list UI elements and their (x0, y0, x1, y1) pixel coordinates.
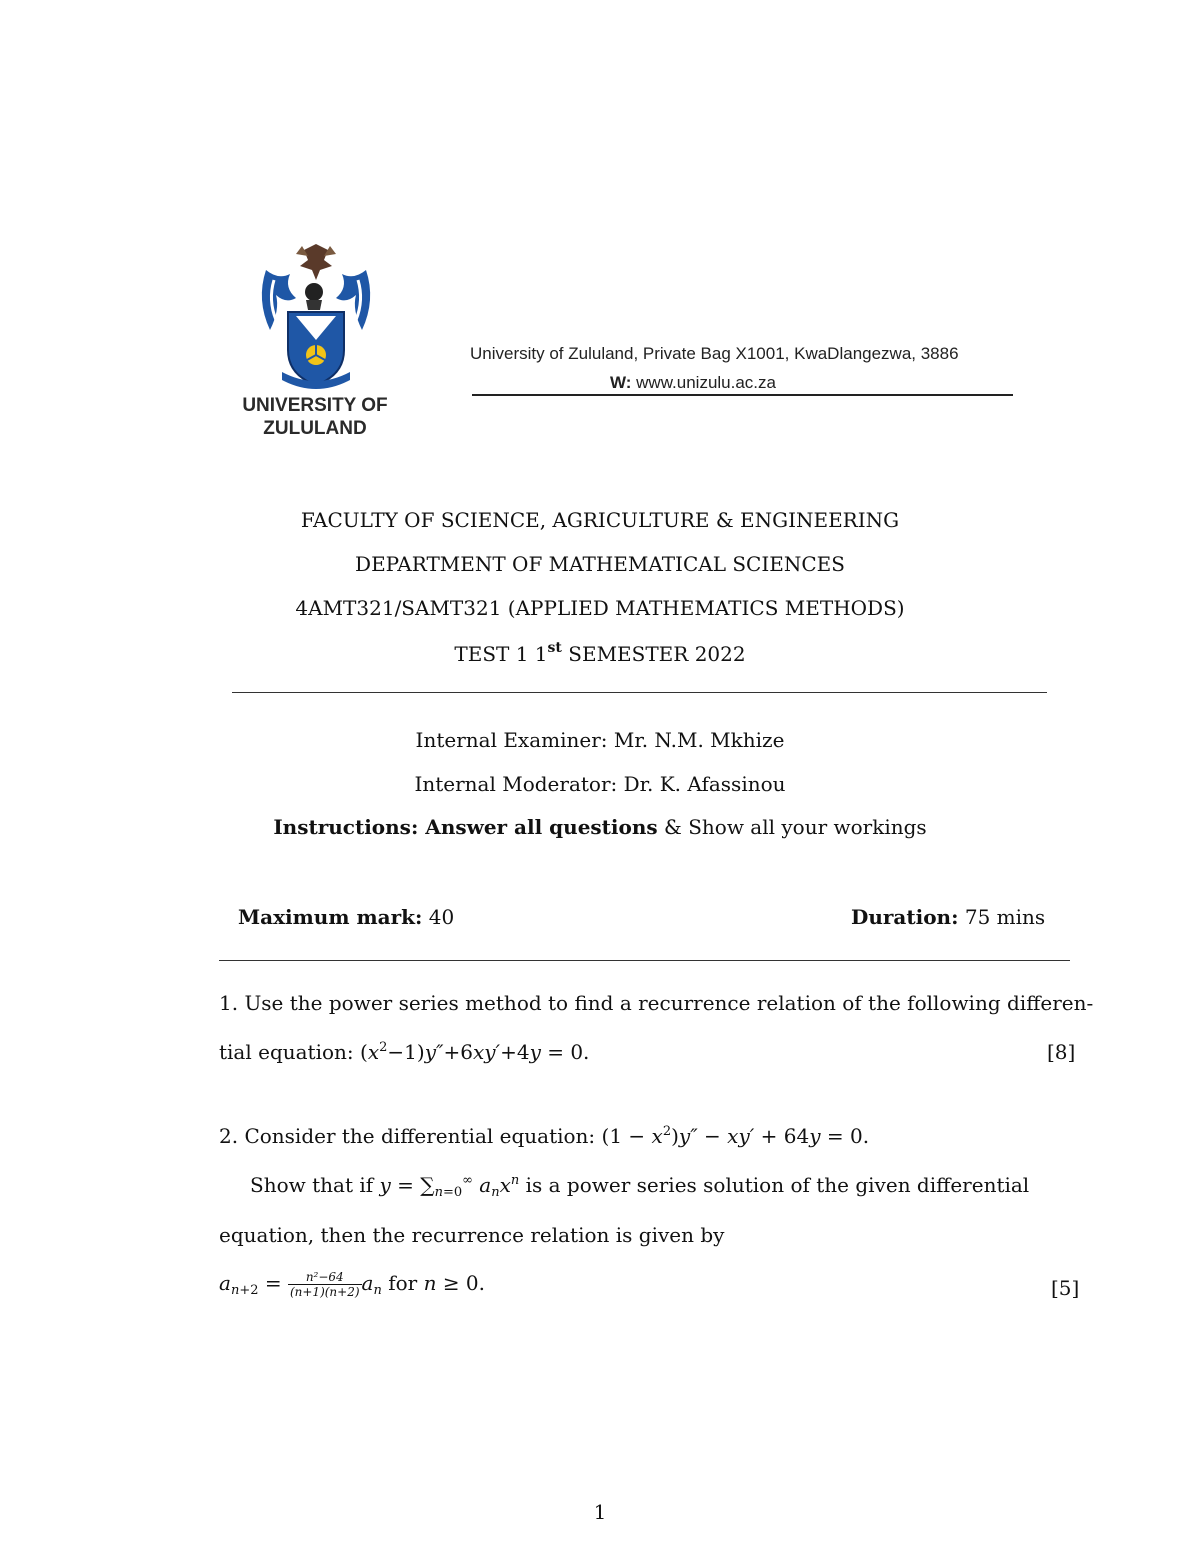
instructions (0, 815, 1200, 839)
duration-label: Duration: (851, 905, 959, 929)
marks-divider (219, 960, 1070, 961)
question-2-line1 (219, 1124, 869, 1148)
question-1-intro: tial equation: (219, 1040, 361, 1064)
fraction-denominator: (n+1)(n+2) (289, 1285, 360, 1299)
question-2-equation: $(1 - x^2)y'' - xy' + 64y = 0$. (601, 1124, 870, 1148)
maximum-mark (238, 905, 454, 929)
web-label: W: (610, 373, 632, 392)
page-number: 1 (593, 1500, 607, 1524)
course-title: 4AMT321/SAMT321 (APPLIED MATHEMATICS METHODS) (295, 596, 905, 620)
university-web (610, 373, 776, 393)
question-2-line2 (250, 1173, 1029, 1200)
question-1-line2 (219, 1040, 589, 1064)
power-series-expression: $y = \sum_{n=0}^\infty$ $a_nx^n$ (379, 1173, 520, 1200)
test-title (0, 640, 1200, 666)
max-mark-label: Maximum mark: (238, 905, 423, 929)
recurrence-for: for (381, 1271, 424, 1295)
university-name-line2: ZULULAND (263, 418, 367, 439)
instructions-bold: Answer all questions (425, 815, 658, 839)
test-title-prefix: TEST 1 1 (454, 642, 548, 666)
question-2-show-that: Show that if (250, 1173, 380, 1197)
max-mark-value: 40 (422, 905, 455, 929)
recurrence-relation: $a_{n+2}$ = $\frac{\text{n²−64}}{(n+1)(n+2)}$ $a_n$ for n ≥ 0. (219, 1270, 486, 1299)
internal-moderator: Internal Moderator: Dr. K. Afassinou (414, 772, 786, 796)
title-divider (232, 692, 1047, 693)
question-1-equation: $(x^2-1)y''+6xy'+4y = 0$. (360, 1040, 590, 1064)
address-underline (472, 394, 1013, 396)
question-2-line3: equation, then the recurrence relation is given by (219, 1223, 725, 1247)
question-2-mark: [5] (1051, 1276, 1080, 1300)
university-name-line1: UNIVERSITY OF (242, 395, 388, 416)
question-1-line1: 1. Use the power series method to find a recurrence relation of the following differen- (219, 991, 1094, 1015)
university-crest-logo (256, 240, 376, 390)
recurrence-fraction (288, 1270, 362, 1299)
internal-examiner: Internal Examiner: Mr. N.M. Mkhize (415, 728, 785, 752)
web-url: www.unizulu.ac.za (636, 373, 776, 392)
duration-value: 75 mins (958, 905, 1046, 929)
duration (851, 905, 1045, 929)
faculty-title: FACULTY OF SCIENCE, AGRICULTURE & ENGINEERING (300, 508, 900, 532)
question-2-intro: 2. Consider the differential equation: (219, 1124, 602, 1148)
instructions-rest: & Show all your workings (657, 815, 927, 839)
question-2-show-that-rest: is a power series solution of the given differential (519, 1173, 1030, 1197)
question-1-mark: [8] (1047, 1040, 1076, 1064)
department-title: DEPARTMENT OF MATHEMATICAL SCIENCES (355, 552, 845, 576)
university-address: University of Zululand, Private Bag X1001, KwaDlangezwa, 3886 (470, 344, 959, 363)
test-title-suffix: SEMESTER 2022 (561, 642, 746, 666)
fraction-numerator: n²−64 (288, 1270, 362, 1285)
instructions-label: Instructions: (273, 815, 426, 839)
test-title-sup: st (547, 640, 562, 656)
